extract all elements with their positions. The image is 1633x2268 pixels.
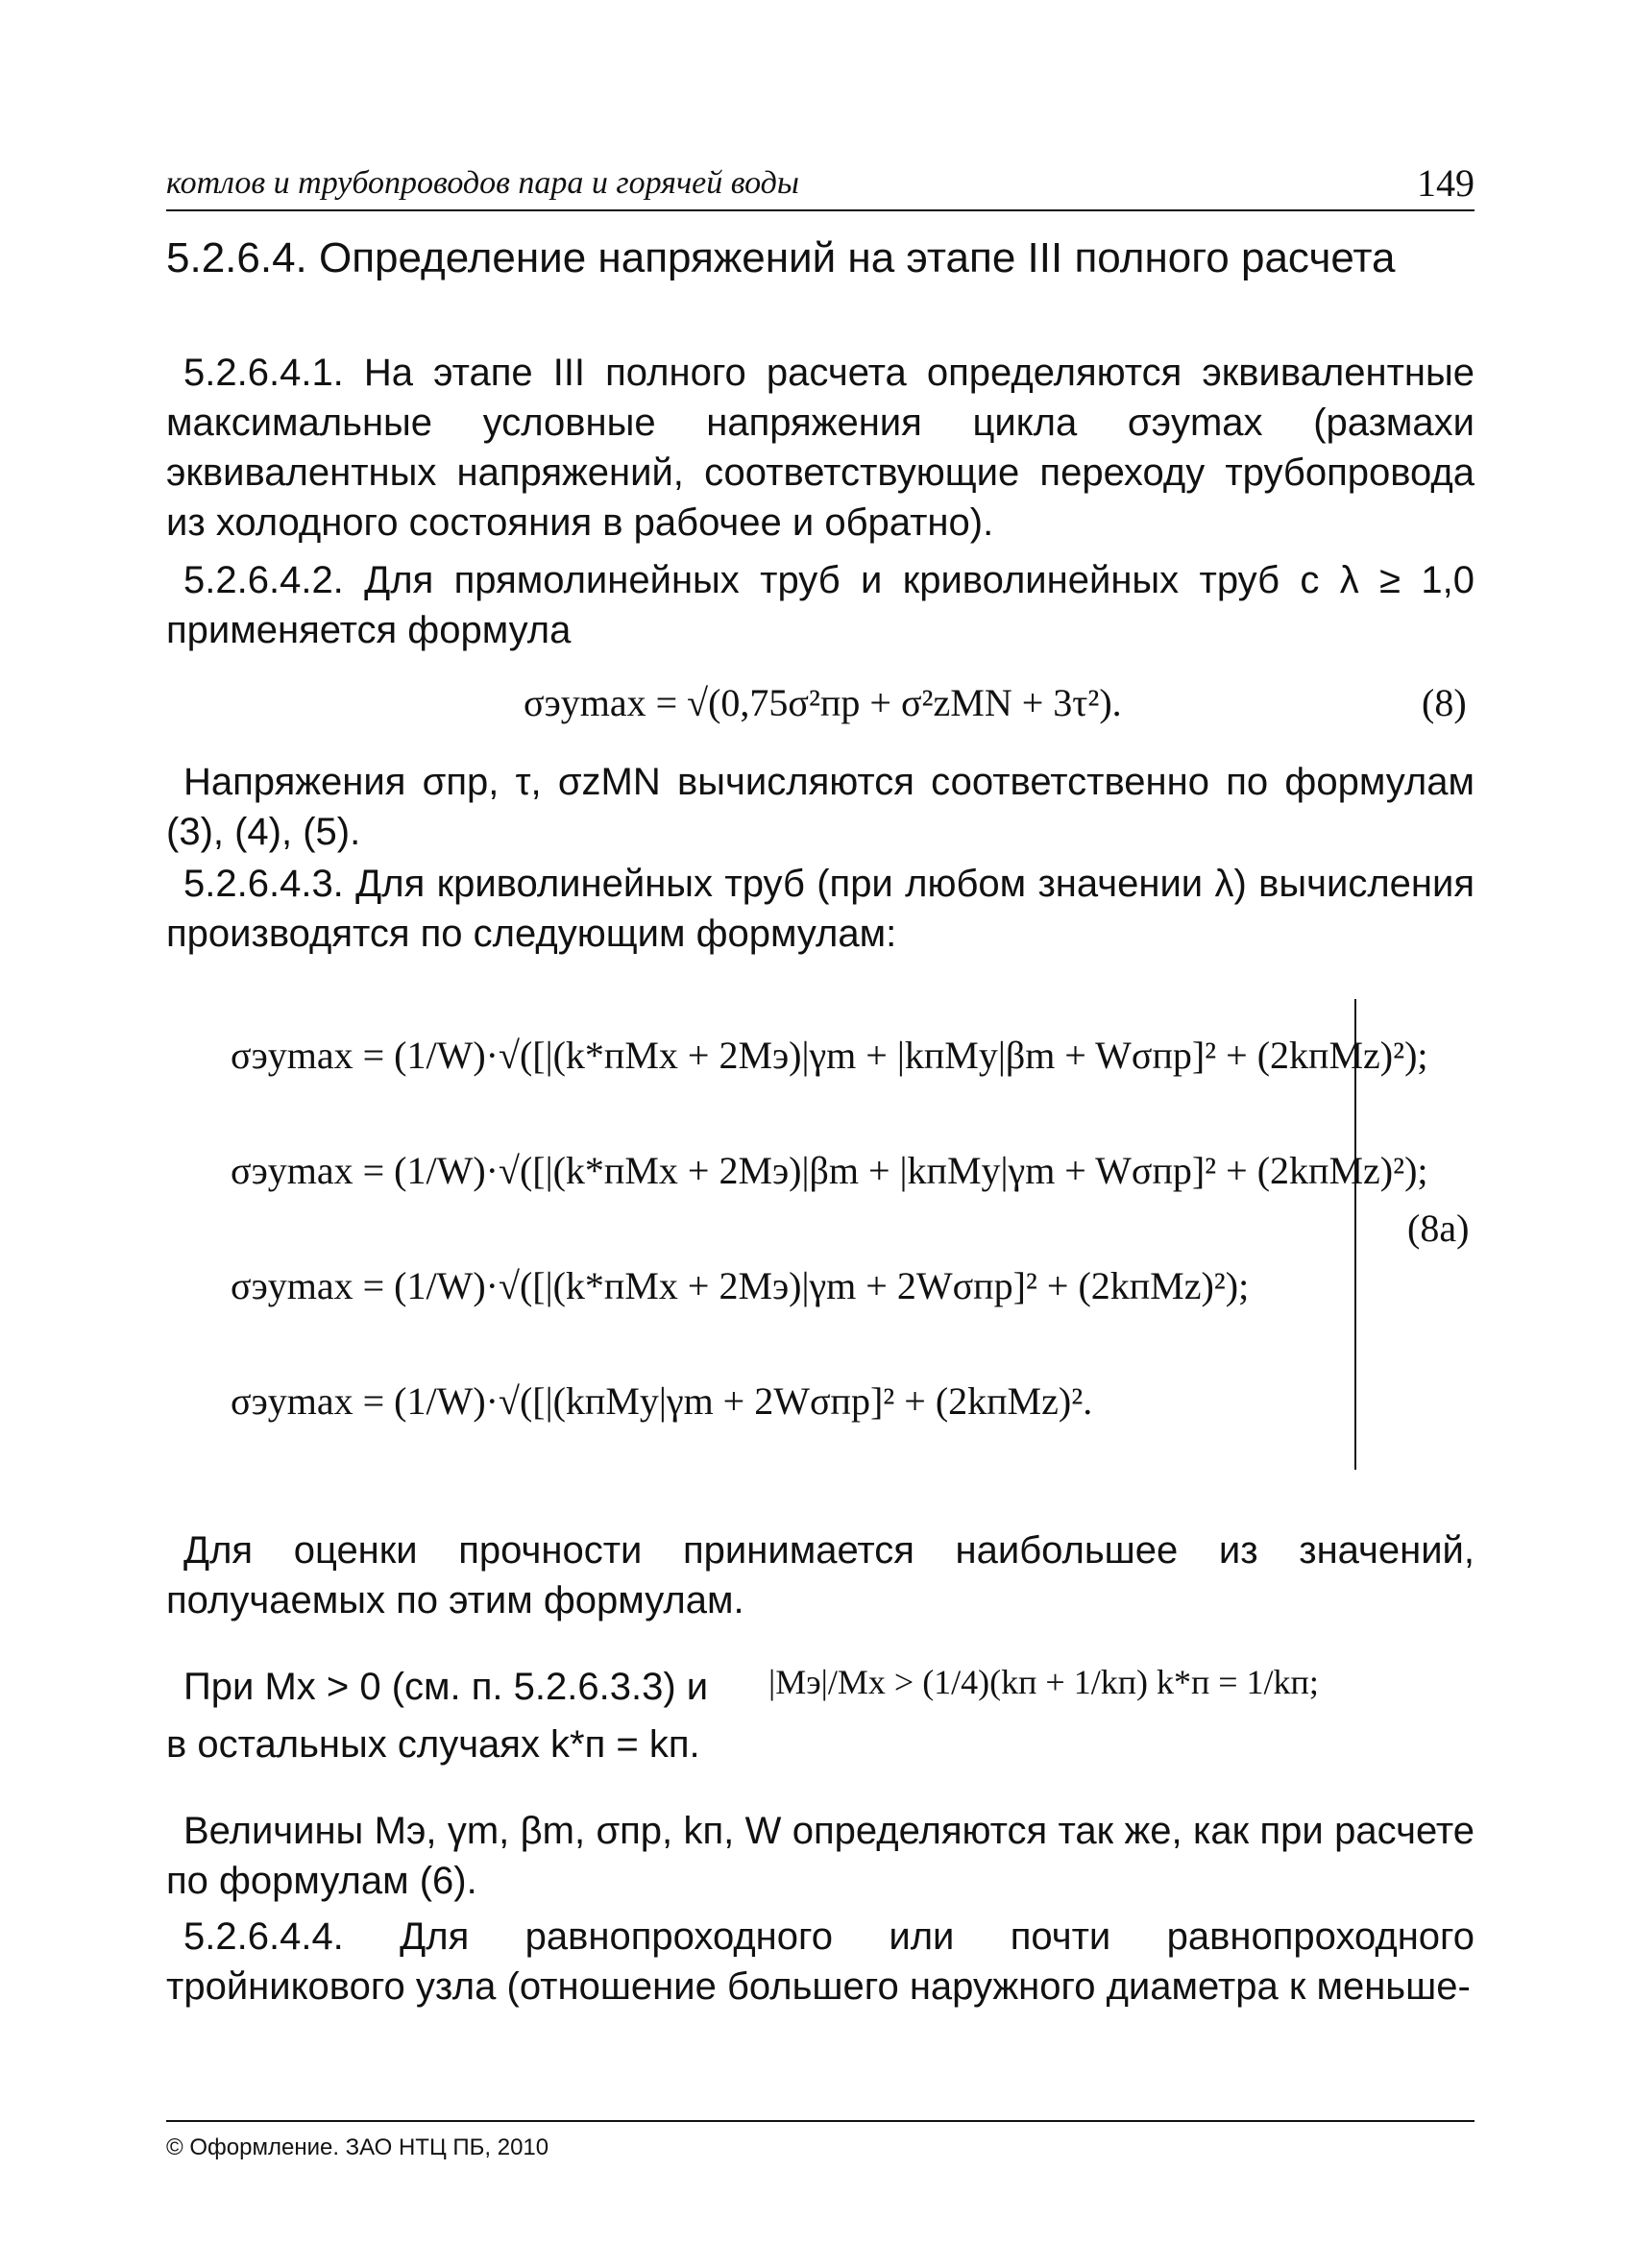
paragraph-7: Величины Mэ, γm, βm, σпр, kп, W определяются так же, как при расчете по формулам (6). <box>166 1810 1475 1902</box>
footer-copyright: © Оформление. ЗАО НТЦ ПБ, 2010 <box>166 2134 549 2160</box>
paragraph-3: Напряжения σпр, τ, σzMN вычисляются соответственно по формулам (3), (4), (5). <box>166 761 1475 853</box>
paragraph-5: Для оценки прочности принимается наибольшее из значений, получаемых по этим формулам. <box>166 1529 1475 1622</box>
condition-formula: |Mэ|/Mx > (1/4)(kп + 1/kп) k*п = 1/kп; <box>768 1663 1319 1701</box>
formula-8: σэуmax = √(0,75σ²пр + σ²zMN + 3τ²). <box>524 681 1122 724</box>
paragraph-8: 5.2.6.4.4. Для равнопроходного или почти равнопроходного тройникового узла (отношение большего наружного диаметра к меньше- <box>166 1915 1475 2008</box>
formula-8a-line-2: σэуmax = (1/W)·√([|(k*пMx + 2Mэ)|βm + |kпMy|γm + Wσпр]² + (2kпMz)²); <box>231 1149 1428 1192</box>
equation-number-8: (8) <box>1422 681 1467 724</box>
formula-8a-line-1: σэуmax = (1/W)·√([|(k*пMx + 2Mэ)|γm + |kпMy|βm + Wσпр]² + (2kпMz)²); <box>231 1034 1428 1077</box>
formula-8a-line-4: σэуmax = (1/W)·√([|(kпMy|γm + 2Wσпр]² + (2kпMz)². <box>231 1379 1093 1423</box>
section-heading: 5.2.6.4. Определение напряжений на этапе III полного расчета <box>166 234 1396 281</box>
footer-rule <box>166 2120 1475 2122</box>
paragraph-1: 5.2.6.4.1. На этапе III полного расчета определяются эквивалентные максимальные условные напряжения цикла σэуmax (размахи эквивалентных напряжений, соответствующие переходу трубопровода из холодного состояния в рабочее и обратно). <box>166 352 1475 544</box>
formula-8a-line-3: σэуmax = (1/W)·√([|(k*пMx + 2Mэ)|γm + 2Wσпр]² + (2kпMz)²); <box>231 1264 1250 1307</box>
formula-brace <box>1354 999 1370 1470</box>
header-rule <box>166 209 1475 211</box>
running-head <box>166 161 1475 206</box>
paragraph-6-start: При Mx > 0 (см. п. 5.2.6.3.3) и <box>183 1666 709 1708</box>
paragraph-4: 5.2.6.4.3. Для криволинейных труб (при любом значении λ) вычисления производятся по следующим формулам: <box>166 863 1475 955</box>
page-number: 149 <box>1417 161 1475 205</box>
paragraph-6-end: в остальных случаях k*п = kп. <box>166 1723 700 1766</box>
running-title: котлов и трубопроводов пара и горячей воды <box>166 165 799 201</box>
paragraph-2: 5.2.6.4.2. Для прямолинейных труб и криволинейных труб с λ ≥ 1,0 применяется формула <box>166 559 1475 651</box>
equation-number-8a: (8а) <box>1407 1207 1470 1250</box>
